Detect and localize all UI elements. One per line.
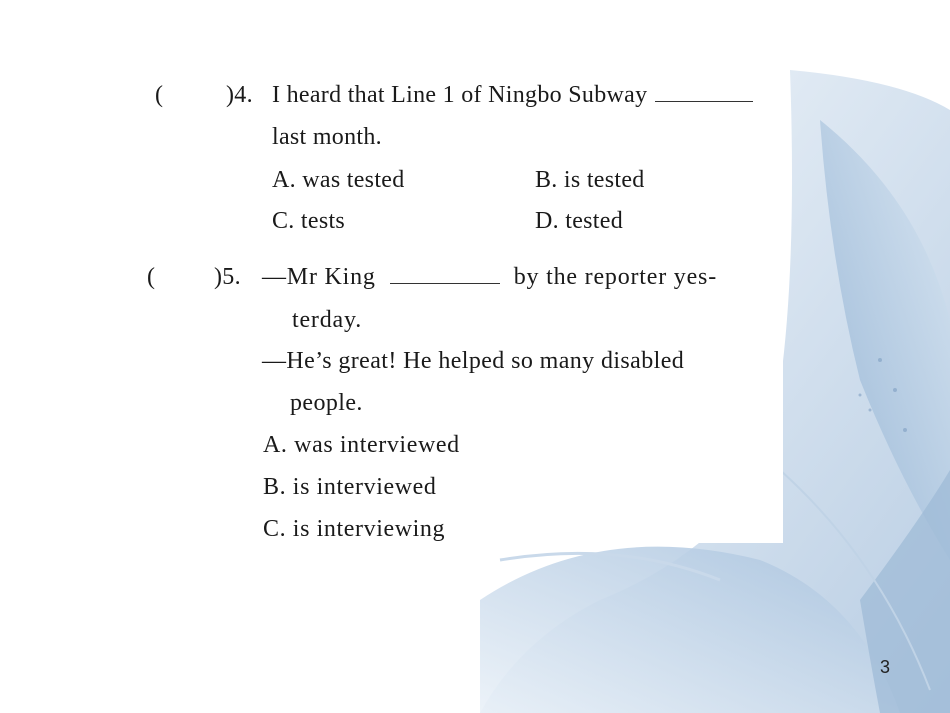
- q5-stem: [262, 262, 717, 292]
- q5-answer-paren-open: (: [147, 264, 156, 290]
- q5-stem-start: —Mr King: [262, 264, 376, 290]
- q4-option-b: B. is tested: [535, 167, 645, 193]
- page-number: 3: [880, 657, 891, 677]
- q4-stem-text: I heard that Line 1 of Ningbo Subway: [272, 82, 648, 108]
- q4-answer-paren-open: (: [155, 82, 164, 108]
- q4-option-d: D. tested: [535, 208, 624, 234]
- q4-answer-blank: [655, 100, 753, 102]
- q4-stem: [272, 80, 761, 110]
- q4-number: )4.: [226, 82, 253, 108]
- q4-option-a: A. was tested: [272, 167, 405, 193]
- q5-option-c: C. is interviewing: [263, 516, 446, 542]
- q5-stem-mid: by the reporter yes-: [513, 264, 717, 290]
- q5-option-b: B. is interviewed: [263, 474, 437, 500]
- q4-option-c: C. tests: [272, 208, 346, 234]
- q5-reply-line-2: people.: [290, 390, 363, 416]
- q5-reply-line-1: —He’s great! He helped so many disabled: [262, 348, 685, 374]
- q5-option-a: A. was interviewed: [263, 432, 460, 458]
- q4-stem-end: last month.: [272, 124, 382, 150]
- q5-number: )5.: [214, 264, 241, 290]
- q5-stem-end: terday.: [292, 307, 363, 333]
- q5-answer-blank: [390, 282, 500, 284]
